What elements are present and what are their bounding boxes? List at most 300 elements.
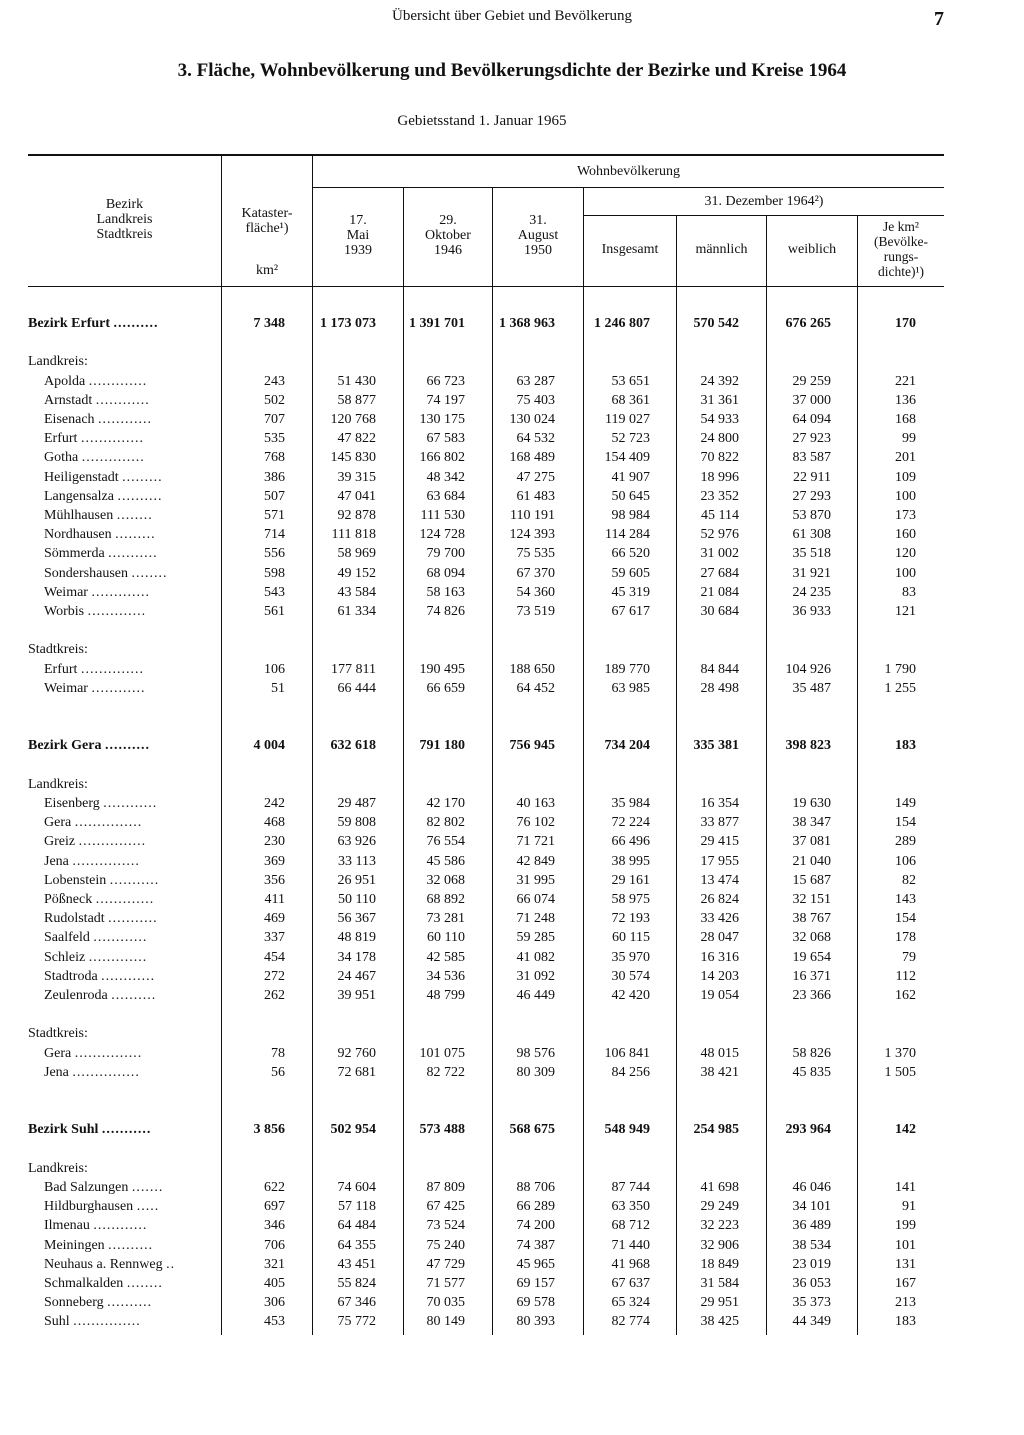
cell-pop-1946: 82 722 <box>426 1064 465 1080</box>
cell-pop-total: 87 744 <box>611 1180 650 1195</box>
cell-pop-male: 31 361 <box>700 392 739 408</box>
cell-pop-1950: 61 483 <box>516 488 555 504</box>
cell-density: 106 <box>895 853 916 869</box>
cell-pop-male: 32 223 <box>700 1218 739 1234</box>
cell-area: 3 856 <box>253 1122 285 1138</box>
cell-pop-1950: 69 157 <box>516 1276 555 1292</box>
cell-pop-total: 71 440 <box>611 1237 650 1253</box>
cell-pop-female: 44 349 <box>792 1314 831 1330</box>
cell-pop-female: 32 068 <box>792 930 831 946</box>
cell-pop-total: 41 968 <box>611 1256 650 1272</box>
spacer-row <box>28 1140 916 1159</box>
cell-area: 369 <box>264 853 285 869</box>
cell-pop-male: 32 906 <box>700 1237 739 1253</box>
row-name: Sömmerda <box>44 546 105 562</box>
row-name-cell <box>28 506 221 525</box>
row-name: Lobenstein <box>44 872 107 888</box>
row-name-cell <box>28 986 221 1005</box>
cell-pop-1950: 76 102 <box>516 815 555 831</box>
cell-pop-male: 54 933 <box>700 412 739 427</box>
cell-pop-1939: 59 808 <box>337 815 376 831</box>
cell-pop-1939: 57 118 <box>338 1199 376 1215</box>
cell-area: 242 <box>264 796 285 811</box>
row-name: Eisenberg <box>44 796 100 811</box>
table-row <box>28 487 916 506</box>
header-area-line1: Kataster- <box>241 206 293 221</box>
header-density-line3: rungs- <box>883 249 919 264</box>
cell-area: 598 <box>264 565 285 581</box>
leader-dots: ............ <box>91 680 146 696</box>
bezirk-total-row <box>28 314 916 333</box>
cell-pop-female: 19 630 <box>792 796 831 811</box>
cell-pop-1946: 166 802 <box>419 450 465 466</box>
leader-dots: ........... <box>108 546 158 562</box>
cell-pop-1939: 26 951 <box>337 872 376 888</box>
table-row <box>28 890 916 909</box>
table-row <box>28 583 916 602</box>
section-label-row <box>28 1159 916 1178</box>
cell-pop-1946: 58 163 <box>426 584 465 600</box>
cell-pop-1946: 71 577 <box>426 1276 465 1292</box>
cell-pop-female: 293 964 <box>785 1122 831 1138</box>
leader-dots: ............ <box>101 968 156 984</box>
cell-pop-male: 18 849 <box>700 1256 739 1272</box>
cell-pop-1939: 61 334 <box>337 604 376 620</box>
table-row <box>28 948 916 967</box>
cell-pop-female: 16 371 <box>792 968 831 984</box>
cell-pop-male: 23 352 <box>700 488 739 504</box>
row-name-cell <box>28 679 221 698</box>
row-name-cell <box>28 468 221 487</box>
cell-pop-1946: 67 583 <box>426 431 465 447</box>
table-row <box>28 1197 916 1216</box>
section-label-row <box>28 775 916 794</box>
cell-density: 131 <box>895 1256 916 1272</box>
cell-density: 289 <box>895 834 916 850</box>
spacer-cell <box>28 333 916 352</box>
cell-area: 714 <box>264 527 285 543</box>
cell-pop-male: 24 800 <box>700 431 739 447</box>
leader-dots: ........... <box>108 911 158 927</box>
leader-dots: ............. <box>87 604 147 620</box>
cell-pop-1939: 39 951 <box>337 988 376 1004</box>
cell-pop-1939: 120 768 <box>330 412 376 427</box>
cell-density: 1 255 <box>884 680 916 696</box>
cell-pop-total: 106 841 <box>604 1045 650 1061</box>
row-name: Stadtroda <box>44 968 98 984</box>
cell-density: 79 <box>902 949 916 965</box>
header-1946-line2: Oktober <box>425 228 471 243</box>
cell-pop-female: 19 654 <box>792 949 831 965</box>
row-name-cell <box>28 525 221 544</box>
cell-pop-female: 35 487 <box>792 680 831 696</box>
cell-area: 405 <box>264 1276 285 1292</box>
row-name: Weimar <box>44 680 88 696</box>
table-row <box>28 372 916 391</box>
row-name: Ilmenau <box>44 1218 90 1234</box>
cell-pop-1946: 34 536 <box>426 968 465 984</box>
cell-density: 154 <box>895 815 916 831</box>
cell-pop-1939: 67 346 <box>337 1295 376 1311</box>
cell-pop-1946: 101 075 <box>419 1045 465 1061</box>
cell-area: 56 <box>271 1064 285 1080</box>
cell-pop-1946: 63 684 <box>426 488 465 504</box>
population-table-body <box>28 314 916 1332</box>
cell-density: 83 <box>902 584 916 600</box>
cell-pop-male: 41 698 <box>700 1180 739 1195</box>
header-1950-line2: August <box>517 228 559 243</box>
row-name-cell <box>28 1274 221 1293</box>
cell-pop-1946: 87 809 <box>426 1180 465 1195</box>
header-density-line4: dichte)¹) <box>877 264 925 279</box>
cell-density: 1 505 <box>884 1064 916 1080</box>
cell-pop-female: 53 870 <box>792 508 831 524</box>
section-label: Landkreis: <box>28 776 88 792</box>
header-subgroup-rule <box>584 215 944 216</box>
leader-dots: .. <box>166 1256 176 1272</box>
cell-pop-1950: 74 387 <box>516 1237 555 1253</box>
row-name: Mühlhausen <box>44 508 114 524</box>
cell-area: 346 <box>264 1218 285 1234</box>
cell-pop-1950: 41 082 <box>516 949 555 965</box>
cell-pop-male: 84 844 <box>700 661 739 677</box>
cell-pop-total: 30 574 <box>611 968 650 984</box>
table-row <box>28 967 916 986</box>
cell-pop-total: 50 645 <box>611 488 650 504</box>
leader-dots: .......... <box>111 988 157 1004</box>
cell-pop-1950: 75 535 <box>516 546 555 562</box>
cell-area: 272 <box>264 968 285 984</box>
row-name-cell <box>28 564 221 583</box>
cell-area: 468 <box>264 815 285 831</box>
cell-pop-male: 31 584 <box>700 1276 739 1292</box>
cell-pop-female: 27 293 <box>792 488 831 504</box>
cell-pop-1946: 124 728 <box>419 527 465 543</box>
cell-area: 306 <box>264 1295 285 1311</box>
row-name: Heiligenstadt <box>44 469 119 485</box>
header-group-title: Wohnbevölkerung <box>576 164 681 179</box>
cell-density: 154 <box>895 911 916 927</box>
cell-pop-total: 82 774 <box>611 1314 650 1330</box>
cell-pop-1950: 31 995 <box>516 872 555 888</box>
cell-density: 201 <box>895 450 916 466</box>
cell-pop-1950: 168 489 <box>509 450 555 466</box>
cell-pop-female: 83 587 <box>792 450 831 466</box>
cell-pop-male: 33 877 <box>700 815 739 831</box>
cell-pop-female: 27 923 <box>792 431 831 447</box>
header-col-total: Insgesamt <box>601 242 659 257</box>
cell-pop-male: 29 951 <box>700 1295 739 1311</box>
cell-pop-male: 13 474 <box>700 872 739 888</box>
leader-dots: ........ <box>126 1276 163 1292</box>
table-row <box>28 928 916 947</box>
cell-pop-1950: 63 287 <box>516 373 555 389</box>
cell-pop-1946: 66 723 <box>426 373 465 389</box>
cell-pop-female: 34 101 <box>792 1199 831 1215</box>
row-name: Pößneck <box>44 892 93 908</box>
row-name: Sondershausen <box>44 565 128 581</box>
cell-pop-male: 30 684 <box>700 604 739 620</box>
cell-pop-female: 36 053 <box>792 1276 831 1292</box>
spacer-row <box>28 621 916 640</box>
cell-pop-female: 104 926 <box>785 661 831 677</box>
cell-pop-total: 52 723 <box>611 431 650 447</box>
cell-area: 502 <box>264 392 285 408</box>
row-name-cell <box>28 736 221 755</box>
header-1950-line1: 31. <box>529 213 547 228</box>
row-name: Erfurt <box>44 661 78 677</box>
cell-pop-1946: 573 488 <box>419 1122 465 1138</box>
cell-pop-1939: 502 954 <box>330 1122 376 1138</box>
table-row <box>28 1063 916 1082</box>
header-col-1950 <box>493 213 583 258</box>
cell-area: 411 <box>264 892 285 908</box>
cell-pop-1950: 64 452 <box>516 680 555 696</box>
spacer-row <box>28 1082 916 1101</box>
cell-pop-total: 119 027 <box>605 412 650 427</box>
cell-pop-male: 21 084 <box>700 584 739 600</box>
section-label: Landkreis: <box>28 354 88 370</box>
cell-pop-1939: 74 604 <box>337 1180 376 1195</box>
cell-area: 230 <box>264 834 285 850</box>
table-row <box>28 1178 916 1197</box>
row-name: Gotha <box>44 450 79 466</box>
cell-area: 707 <box>264 412 285 427</box>
cell-density: 112 <box>895 968 916 984</box>
cell-pop-1950: 59 285 <box>516 930 555 946</box>
cell-density: 91 <box>902 1199 916 1215</box>
cell-pop-1946: 75 240 <box>426 1237 465 1253</box>
cell-pop-male: 18 996 <box>700 469 739 485</box>
cell-pop-1950: 45 965 <box>516 1256 555 1272</box>
cell-pop-male: 28 498 <box>700 680 739 696</box>
cell-area: 453 <box>264 1314 285 1330</box>
cell-pop-total: 63 985 <box>611 680 650 696</box>
section-label-row <box>28 1024 916 1043</box>
leader-dots: ........... <box>101 1122 152 1138</box>
table-row <box>28 448 916 467</box>
table-row <box>28 602 916 621</box>
section-label-row <box>28 352 916 371</box>
cell-pop-1950: 66 074 <box>516 892 555 908</box>
leader-dots: ............. <box>88 949 148 965</box>
cell-pop-1939: 58 969 <box>337 546 376 562</box>
table-row <box>28 429 916 448</box>
cell-pop-1939: 72 681 <box>337 1064 376 1080</box>
row-name-cell <box>28 429 221 448</box>
row-name: Arnstadt <box>44 392 93 408</box>
row-name: Zeulenroda <box>44 988 108 1004</box>
cell-pop-1939: 43 451 <box>337 1256 376 1272</box>
cell-area: 78 <box>271 1045 285 1061</box>
cell-pop-1946: 47 729 <box>426 1256 465 1272</box>
cell-pop-1939: 66 444 <box>337 680 376 696</box>
table-row <box>28 564 916 583</box>
cell-pop-1939: 50 110 <box>338 892 376 908</box>
row-name-cell <box>28 967 221 986</box>
cell-pop-1946: 190 495 <box>419 661 465 677</box>
cell-pop-female: 21 040 <box>792 853 831 869</box>
row-name: Meiningen <box>44 1237 105 1253</box>
cell-pop-male: 45 114 <box>701 508 739 524</box>
spacer-cell <box>28 1082 916 1101</box>
cell-area: 356 <box>264 872 285 888</box>
running-head: Übersicht über Gebiet und Bevölkerung <box>392 8 632 24</box>
header-1939-line2: Mai <box>346 228 370 243</box>
row-name-cell <box>28 1044 221 1063</box>
cell-density: 101 <box>895 1237 916 1253</box>
cell-pop-1950: 188 650 <box>509 661 555 677</box>
leader-dots: ............ <box>95 392 150 408</box>
leader-dots: ............... <box>73 1314 141 1330</box>
cell-density: 100 <box>895 488 916 504</box>
table-row <box>28 794 916 813</box>
cell-pop-male: 27 684 <box>700 565 739 581</box>
cell-pop-total: 60 115 <box>612 930 650 946</box>
cell-density: 178 <box>895 930 916 946</box>
table-row <box>28 871 916 890</box>
cell-pop-1950: 98 576 <box>516 1045 555 1061</box>
leader-dots: ............ <box>93 930 148 946</box>
table-row <box>28 1255 916 1274</box>
leader-dots: ............. <box>91 584 150 600</box>
cell-area: 7 348 <box>253 316 285 331</box>
cell-pop-total: 41 907 <box>611 469 650 485</box>
cell-pop-male: 14 203 <box>700 968 739 984</box>
table-row <box>28 832 916 851</box>
cell-pop-female: 61 308 <box>792 527 831 543</box>
row-name: Langensalza <box>44 488 114 504</box>
cell-area: 706 <box>264 1237 285 1253</box>
cell-pop-1946: 42 170 <box>426 796 465 811</box>
row-name: Hildburghausen <box>44 1199 134 1215</box>
row-name: Bezirk Erfurt <box>28 316 111 331</box>
cell-pop-female: 64 094 <box>792 412 831 427</box>
header-bottom-rule <box>28 286 944 287</box>
cell-pop-female: 37 081 <box>792 834 831 850</box>
row-name: Suhl <box>44 1314 70 1330</box>
leader-dots: ......... <box>122 469 163 485</box>
cell-area: 337 <box>264 930 285 946</box>
table-row <box>28 468 916 487</box>
leader-dots: ............... <box>72 1064 140 1080</box>
row-name-cell <box>28 1255 221 1274</box>
cell-pop-total: 63 350 <box>611 1199 650 1215</box>
spacer-cell <box>28 717 916 736</box>
spacer-cell <box>28 698 916 717</box>
header-name-column <box>28 197 221 242</box>
row-name: Jena <box>44 1064 69 1080</box>
row-name-cell <box>28 487 221 506</box>
cell-pop-total: 65 324 <box>611 1295 650 1311</box>
cell-area: 543 <box>264 584 285 600</box>
cell-pop-1946: 79 700 <box>426 546 465 562</box>
table-title: 3. Fläche, Wohnbevölkerung und Bevölkerungsdichte der Bezirke und Kreise 1964 <box>177 60 847 81</box>
row-name-cell <box>28 909 221 928</box>
section-label: Stadtkreis: <box>28 642 88 658</box>
cell-pop-female: 38 347 <box>792 815 831 831</box>
cell-pop-male: 33 426 <box>700 911 739 927</box>
row-name: Erfurt <box>44 431 78 447</box>
cell-pop-female: 36 933 <box>792 604 831 620</box>
cell-area: 556 <box>264 546 285 562</box>
row-name: Sonneberg <box>44 1295 104 1311</box>
cell-density: 213 <box>895 1295 916 1311</box>
cell-density: 162 <box>895 988 916 1004</box>
spacer-row <box>28 717 916 736</box>
header-col-male: männlich <box>695 242 748 257</box>
cell-pop-1946: 130 175 <box>419 412 465 427</box>
spacer-row <box>28 1101 916 1120</box>
cell-pop-1950: 64 532 <box>516 431 555 447</box>
cell-pop-female: 38 534 <box>792 1237 831 1253</box>
leader-dots: .......... <box>113 316 159 331</box>
leader-dots: .......... <box>107 1295 153 1311</box>
cell-density: 142 <box>895 1122 916 1138</box>
cell-pop-1939: 111 818 <box>331 527 376 543</box>
cell-pop-1939: 64 355 <box>337 1237 376 1253</box>
cell-pop-total: 72 224 <box>611 815 650 831</box>
table-row <box>28 410 916 429</box>
row-name-cell <box>28 928 221 947</box>
cell-pop-1950: 54 360 <box>516 584 555 600</box>
cell-pop-male: 26 824 <box>700 892 739 908</box>
cell-pop-male: 17 955 <box>700 853 739 869</box>
cell-pop-1950: 66 289 <box>516 1199 555 1215</box>
cell-pop-1950: 71 248 <box>516 911 555 927</box>
row-name-cell <box>28 1120 221 1139</box>
cell-pop-1946: 32 068 <box>426 872 465 888</box>
cell-density: 1 790 <box>884 661 916 677</box>
cell-pop-male: 28 047 <box>700 930 739 946</box>
cell-pop-total: 66 520 <box>611 546 650 562</box>
row-name-cell <box>28 890 221 909</box>
spacer-cell <box>28 1140 916 1159</box>
cell-pop-female: 32 151 <box>792 892 831 908</box>
cell-pop-female: 37 000 <box>792 392 831 408</box>
cell-pop-1950: 80 393 <box>516 1314 555 1330</box>
spacer-row <box>28 756 916 775</box>
header-col-1946 <box>404 213 492 258</box>
spacer-row <box>28 1005 916 1024</box>
cell-pop-male: 254 985 <box>693 1122 739 1138</box>
cell-pop-female: 58 826 <box>792 1045 831 1061</box>
page-number: 7 <box>934 8 944 30</box>
row-name-cell <box>28 391 221 410</box>
cell-pop-1939: 49 152 <box>337 565 376 581</box>
cell-area: 51 <box>271 680 285 696</box>
row-name-cell <box>28 1197 221 1216</box>
cell-density: 183 <box>895 1314 916 1330</box>
cell-pop-male: 29 415 <box>700 834 739 850</box>
cell-area: 571 <box>264 508 285 524</box>
cell-pop-female: 38 767 <box>792 911 831 927</box>
cell-pop-total: 114 284 <box>605 527 650 543</box>
cell-pop-1946: 80 149 <box>426 1314 465 1330</box>
row-name-cell <box>28 410 221 429</box>
cell-pop-female: 45 835 <box>792 1064 831 1080</box>
leader-dots: ............... <box>74 1045 143 1061</box>
section-label-row <box>28 640 916 659</box>
cell-pop-1950: 71 721 <box>516 834 555 850</box>
spacer-row <box>28 333 916 352</box>
cell-pop-1939: 1 173 073 <box>320 316 376 331</box>
cell-pop-1946: 60 110 <box>427 930 465 946</box>
cell-area: 454 <box>264 949 285 965</box>
cell-pop-total: 98 984 <box>611 508 650 524</box>
row-name-cell <box>28 544 221 563</box>
leader-dots: .......... <box>117 488 163 504</box>
